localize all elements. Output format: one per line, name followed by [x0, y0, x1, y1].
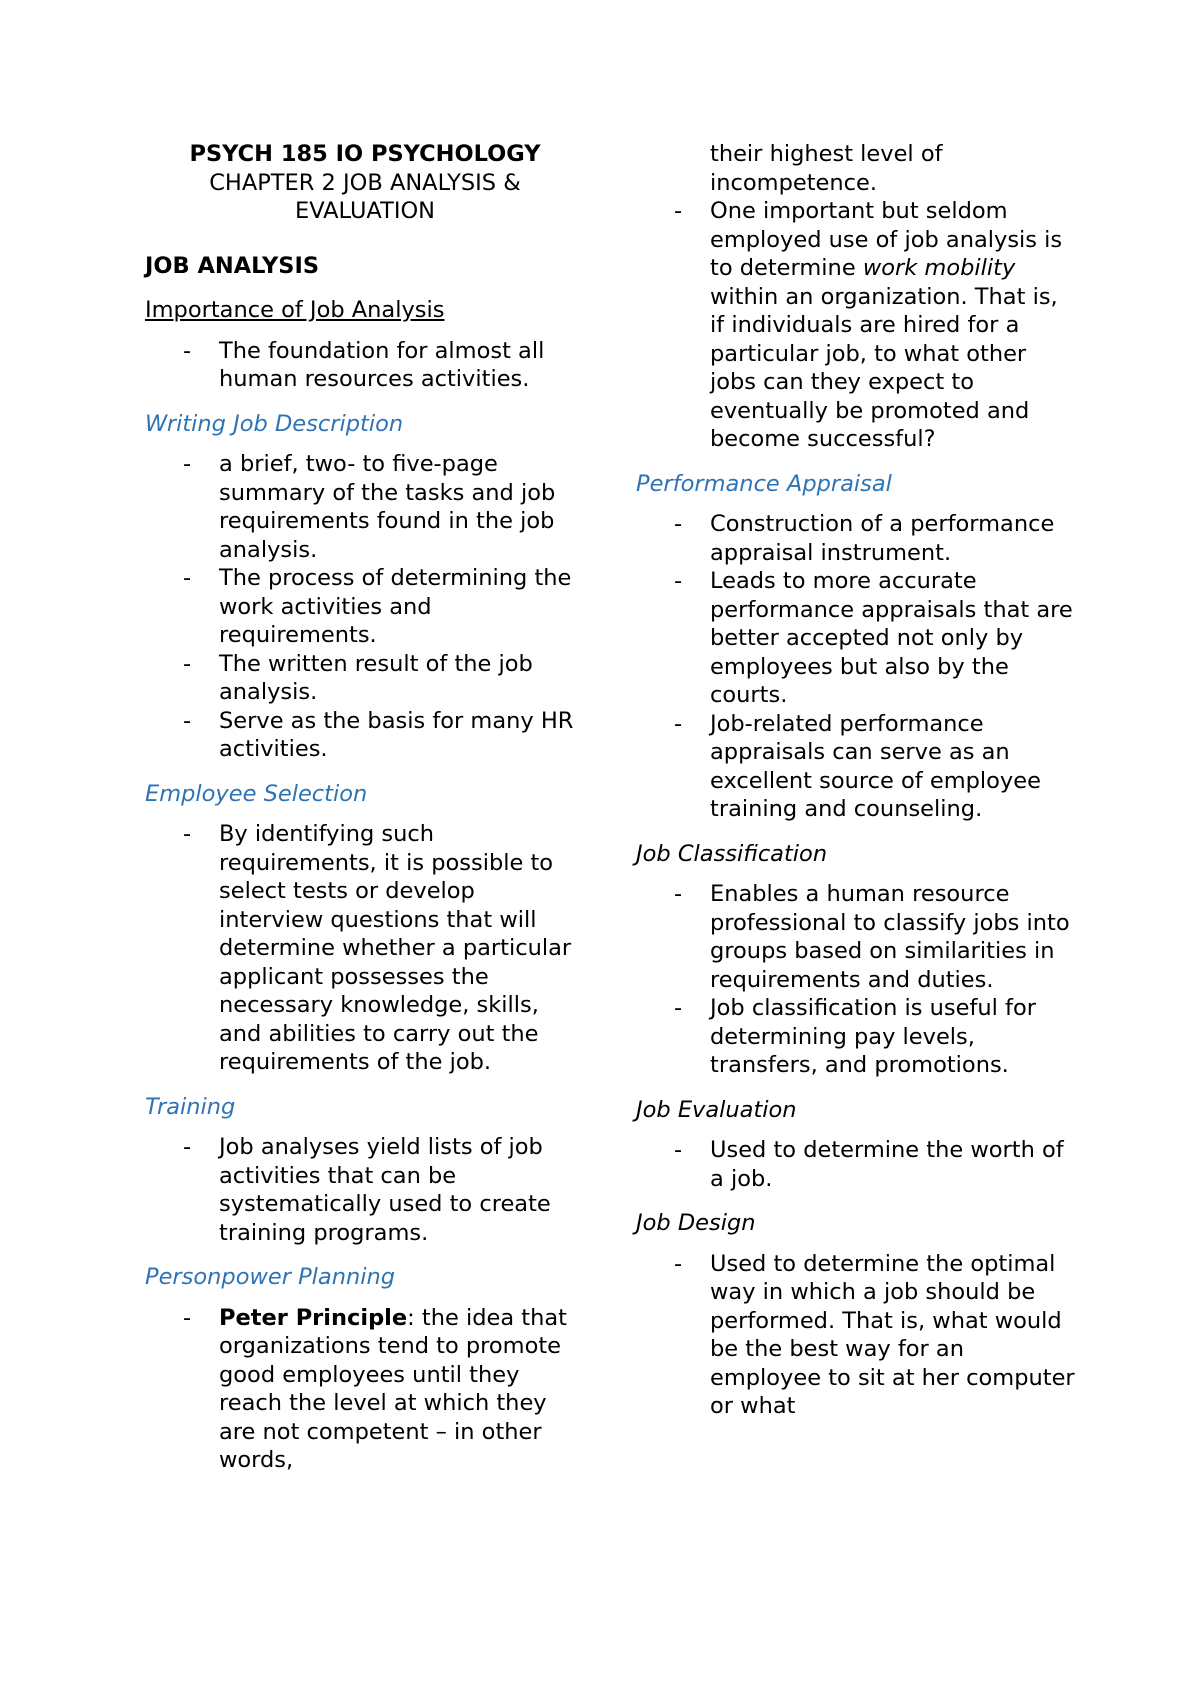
training-heading: Training: [145, 1093, 236, 1120]
list-item: - Serve as the basis for many HR activities.: [183, 707, 574, 762]
list-item: - Construction of a performance appraisal instrument.: [674, 511, 1055, 566]
bullet-dash: -: [674, 710, 683, 737]
personpower-planning-list: [145, 1304, 585, 1475]
right-column: [636, 140, 1076, 1421]
list-item: - Job-related performance appraisals can serve as an excellent source of employee training and counseling.: [674, 710, 1041, 822]
document-title: PSYCH 185 IO PSYCHOLOGY: [189, 141, 541, 167]
performance-appraisal-list: [636, 510, 1076, 824]
list-item-continuation: their highest level of incompetence.: [710, 141, 943, 196]
job-classification-list: [636, 880, 1076, 1080]
job-evaluation-heading: Job Evaluation: [636, 1096, 797, 1123]
employee-selection-list: [145, 820, 585, 1077]
job-evaluation-list: [636, 1136, 1076, 1193]
list-item: - Used to determine the optimal way in which a job should be performed. That is, what would be the best way for an employee to sit at her computer or what: [674, 1250, 1075, 1419]
job-design-list: [636, 1250, 1076, 1421]
list-item: - Job classification is useful for determining pay levels, transfers, and promotions.: [674, 995, 1036, 1078]
writing-job-description-heading: Writing Job Description: [145, 410, 404, 437]
bullet-dash: -: [183, 707, 192, 734]
bullet-dash: -: [674, 1137, 683, 1163]
list-item: - The process of determining the work activities and requirements.: [183, 565, 572, 648]
bullet-dash: -: [674, 511, 683, 537]
performance-appraisal-heading: Performance Appraisal: [636, 470, 892, 497]
bullet-dash: -: [183, 650, 192, 677]
document-subtitle-line2: EVALUATION: [294, 198, 435, 224]
bullet-dash: -: [674, 881, 683, 907]
section-heading-job-analysis: JOB ANALYSIS: [145, 252, 320, 279]
bullet-dash: -: [674, 568, 683, 594]
bullet-dash: -: [183, 821, 192, 847]
bullet-dash: -: [674, 1250, 683, 1277]
employee-selection-heading: Employee Selection: [145, 780, 368, 807]
bullet-dash: -: [183, 451, 192, 477]
list-item: - Leads to more accurate performance appraisals that are better accepted not only by employees but also by the courts.: [674, 568, 1073, 708]
left-column: [145, 140, 585, 1475]
peter-principle-term: Peter Principle: [219, 1304, 408, 1331]
list-item: - The foundation for almost all human resources activities.: [183, 337, 545, 392]
bullet-dash: -: [183, 1304, 192, 1331]
bullet-dash: -: [183, 337, 192, 364]
bullet-dash: -: [183, 1134, 192, 1160]
writing-job-description-list: [145, 450, 585, 764]
bullet-dash: -: [183, 565, 192, 591]
importance-list: [145, 337, 585, 394]
importance-heading: Importance of Job Analysis: [145, 297, 445, 323]
personpower-planning-heading: Personpower Planning: [145, 1264, 396, 1290]
list-item: - a brief, two- to five-page summary of the tasks and job requirements found in the job analysis.: [183, 451, 556, 563]
work-mobility-term: work mobility: [862, 255, 1016, 281]
list-item: - Job analyses yield lists of job activities that can be systematically used to create training programs.: [183, 1134, 551, 1246]
list-item: - By identifying such requirements, it is possible to select tests or develop interview questions that will determine whether a particular applicant possesses the necessary knowledge, skills, and abilities to carry out the requirements of the job.: [183, 821, 572, 1075]
peter-principle-text: : the idea that organizations tend to promote good employees until they reach the level at which they are not competent – in other words,: [219, 1304, 567, 1473]
list-item: - The written result of the job analysis.: [183, 650, 533, 705]
job-design-heading: Job Design: [636, 1210, 756, 1236]
personpower-planning-list-continued: [636, 140, 1076, 454]
document-subtitle-line1: CHAPTER 2 JOB ANALYSIS &: [209, 169, 521, 196]
bullet-dash: -: [674, 995, 683, 1021]
list-item: - One important but seldom employed use of job analysis is to determine work mobility within an organization. That is, if individuals are hired for a particular job, to what other jobs can they expect to eventually be promoted and become successful?: [674, 198, 1063, 452]
list-item: - Enables a human resource professional to classify jobs into groups based on similarities in requirements and duties.: [674, 881, 1070, 993]
training-list: [145, 1133, 585, 1247]
list-item: [145, 1304, 585, 1475]
list-item: - Used to determine the worth of a job.: [674, 1137, 1064, 1192]
bullet-dash: -: [674, 198, 683, 224]
job-classification-heading: Job Classification: [636, 840, 828, 867]
